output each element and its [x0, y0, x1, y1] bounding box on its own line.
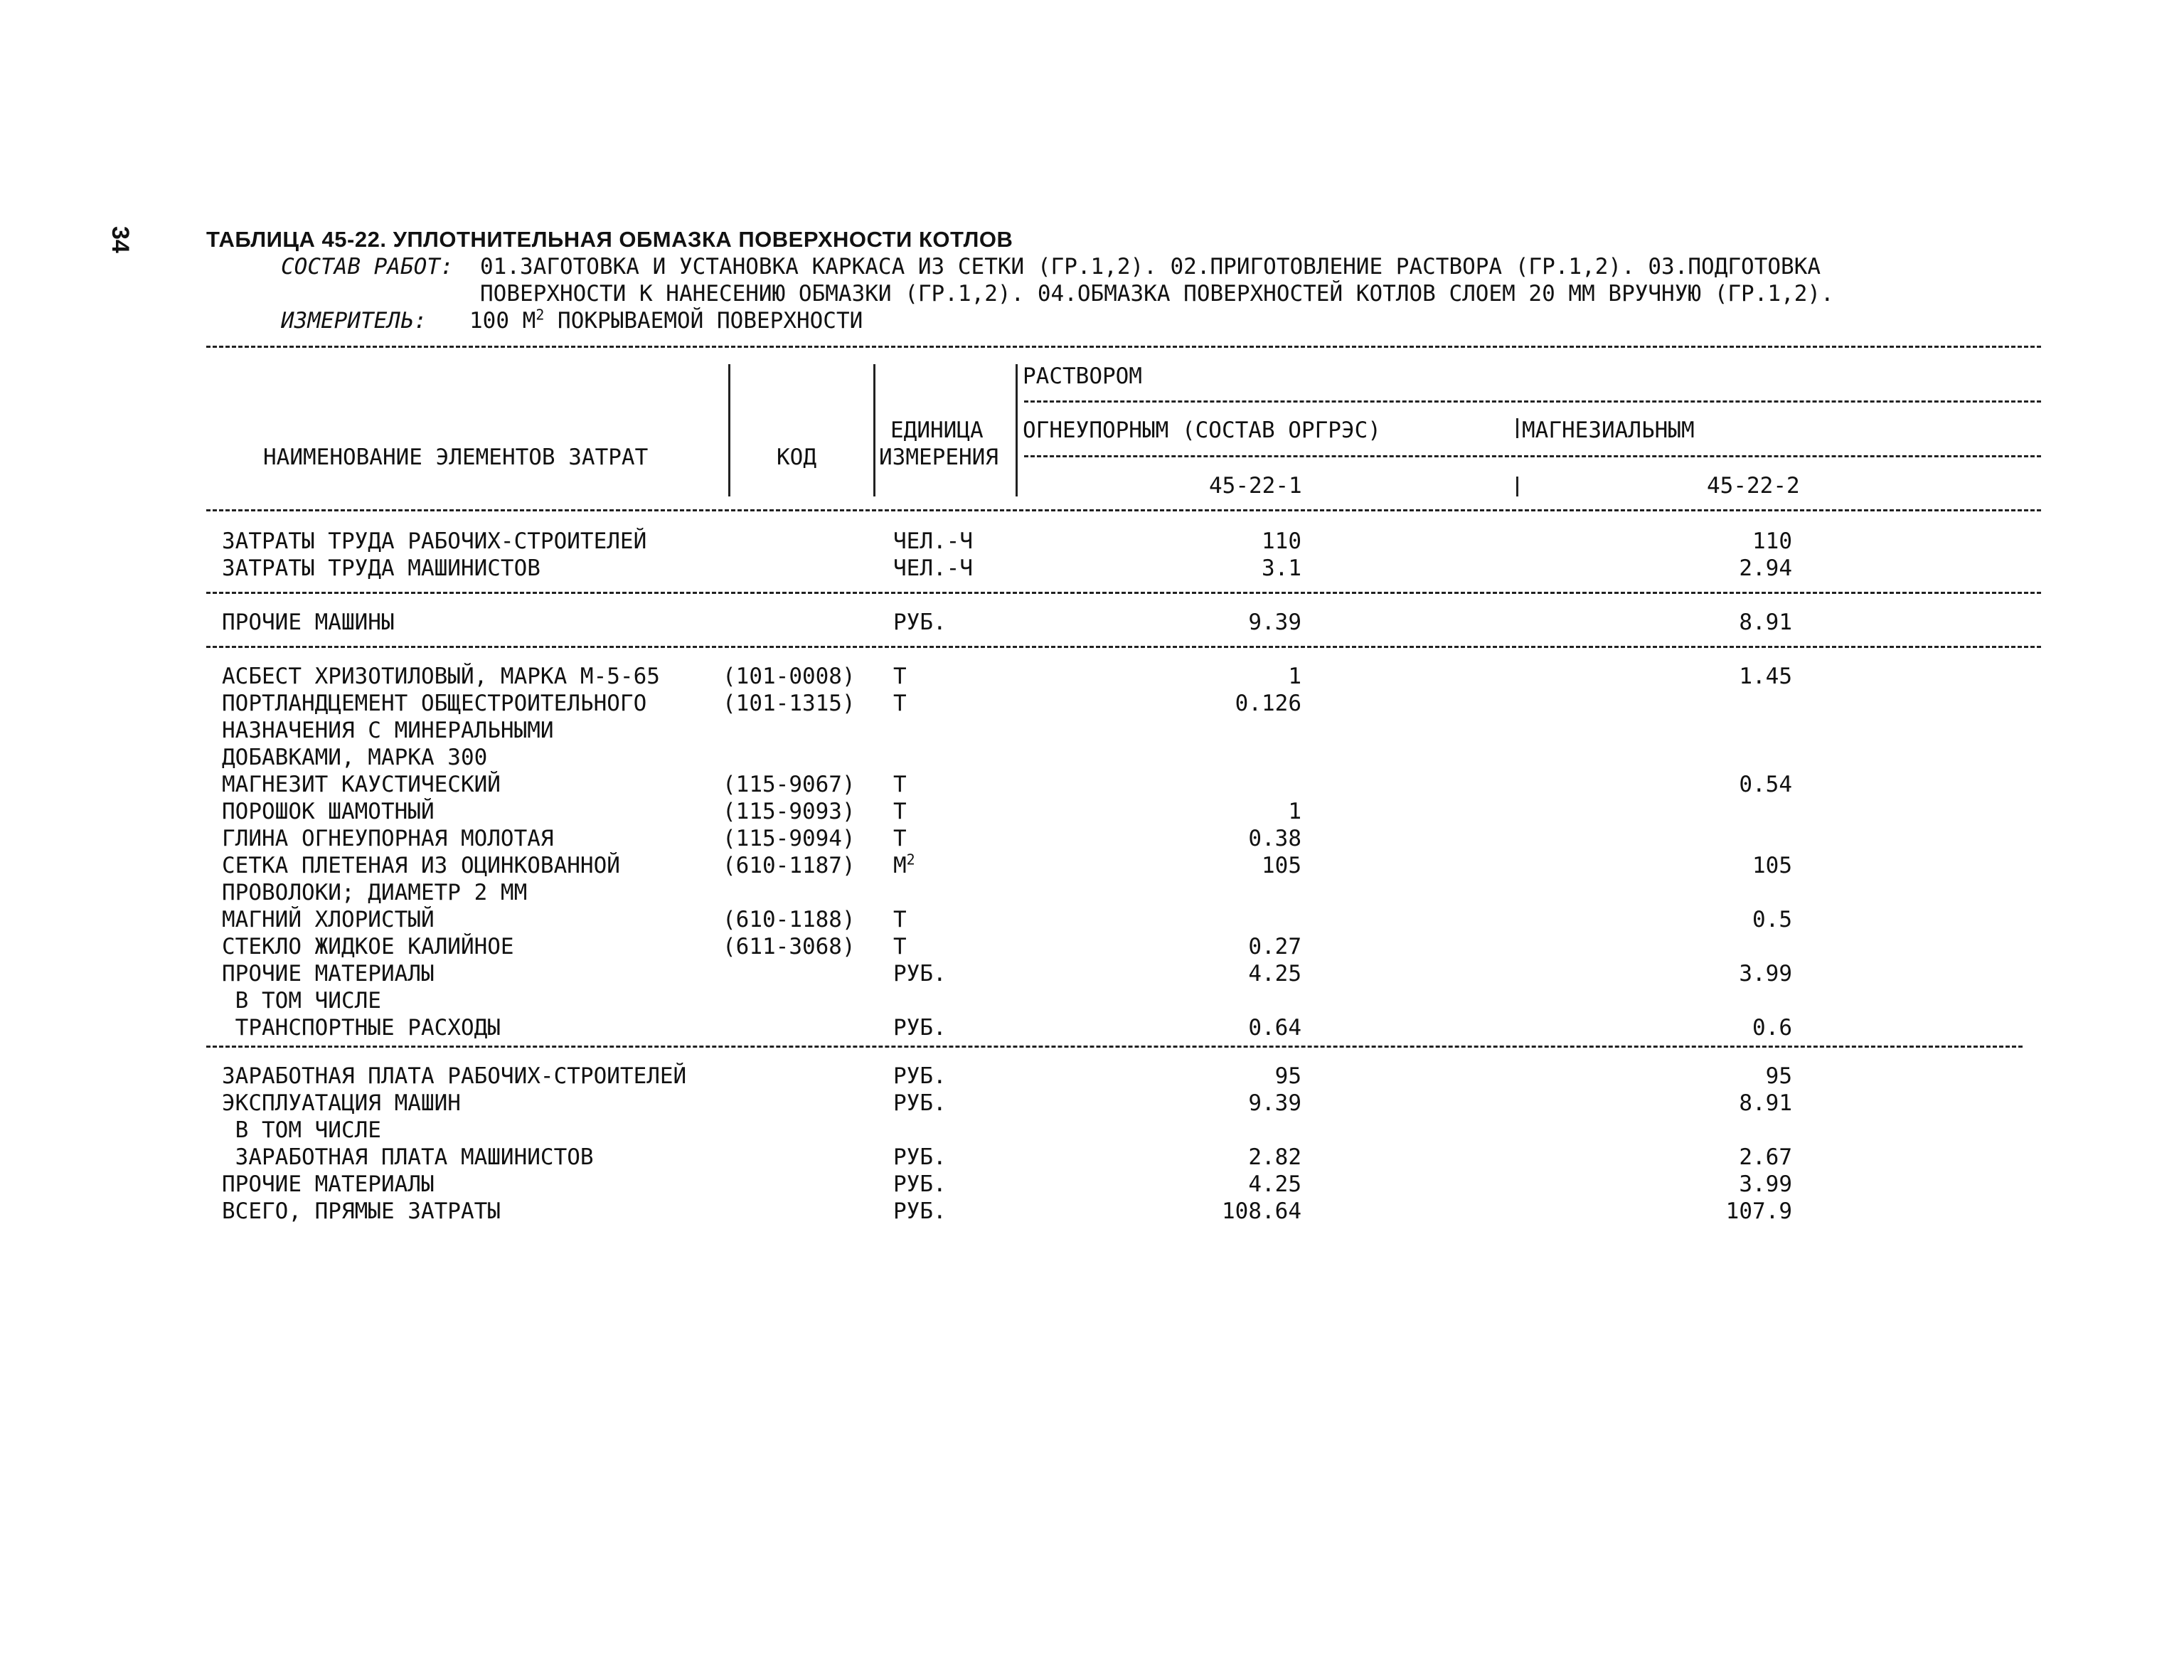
- row-name: АСБЕСТ ХРИЗОТИЛОВЫЙ, МАРКА М-5-65: [222, 664, 660, 689]
- row-unit: Т: [893, 934, 907, 959]
- row-name: ПРОЧИЕ МАТЕРИАЛЫ: [222, 1171, 435, 1197]
- row-value-col2: 2.94: [1739, 555, 1792, 581]
- row-value-col2: 1.45: [1739, 664, 1792, 689]
- row-value-col1: 0.64: [1248, 1015, 1301, 1041]
- row-value-col1: 0.27: [1248, 934, 1301, 959]
- header-col2-code: 45-22-2: [1707, 473, 1800, 499]
- rule-after-machines: [206, 646, 2041, 648]
- row-unit: РУБ.: [893, 1015, 947, 1041]
- row-name: МАГНИЙ ХЛОРИСТЫЙ: [222, 907, 435, 932]
- header-divider-code: [873, 364, 875, 496]
- row-value-col1: 0.126: [1235, 691, 1301, 716]
- page-number: 34: [107, 226, 134, 253]
- row-code: (101-0008): [723, 664, 856, 689]
- row-name: ЗАРАБОТНАЯ ПЛАТА МАШИНИСТОВ: [222, 1144, 594, 1170]
- row-value-col1: 9.39: [1248, 1090, 1301, 1116]
- row-value-col2: 0.6: [1752, 1015, 1792, 1041]
- row-name: СЕТКА ПЛЕТЕНАЯ ИЗ ОЦИНКОВАННОЙ: [222, 853, 620, 878]
- row-name: МАГНЕЗИТ КАУСТИЧЕСКИЙ: [222, 772, 501, 797]
- header-code: КОД: [777, 445, 816, 470]
- row-name: ЗАРАБОТНАЯ ПЛАТА РАБОЧИХ-СТРОИТЕЛЕЙ: [222, 1063, 687, 1089]
- row-value-col2: 3.99: [1739, 1171, 1792, 1197]
- header-divider-unit: [1016, 364, 1018, 496]
- meter-label: ИЗМЕРИТЕЛЬ:: [281, 308, 427, 334]
- row-value-col1: 108.64: [1222, 1198, 1301, 1224]
- row-name: ВСЕГО, ПРЯМЫЕ ЗАТРАТЫ: [222, 1198, 501, 1224]
- row-value-col1: 105: [1262, 853, 1301, 878]
- header-bottom-rule: [206, 509, 2041, 511]
- header-col1: ОГНЕУПОРНЫМ (СОСТАВ ОРГРЭС): [1023, 418, 1381, 443]
- row-unit: Т: [893, 799, 907, 824]
- row-value-col2: 0.5: [1752, 907, 1792, 932]
- header-col2: МАГНЕЗИАЛЬНЫМ: [1522, 418, 1695, 443]
- work-composition-line1: 01.ЗАГОТОВКА И УСТАНОВКА КАРКАСА ИЗ СЕТКИ (ГР.1,2). 02.ПРИГОТОВЛЕНИЕ РАСТВОРА (ГР.1,2). 03.ПОДГОТОВКА: [480, 254, 1821, 280]
- row-value-col2: 8.91: [1739, 1090, 1792, 1116]
- table-title: ТАБЛИЦА 45-22. УПЛОТНИТЕЛЬНАЯ ОБМАЗКА ПОВЕРХНОСТИ КОТЛОВ: [206, 227, 1013, 252]
- header-divider-name: [728, 364, 730, 496]
- row-name: ТРАНСПОРТНЫЕ РАСХОДЫ: [222, 1015, 501, 1041]
- row-unit: РУБ.: [893, 610, 947, 635]
- row-code: (115-9094): [723, 826, 856, 851]
- row-value-col1: 110: [1262, 528, 1301, 554]
- row-name: ПОРОШОК ШАМОТНЫЙ: [222, 799, 435, 824]
- row-value-col1: 4.25: [1248, 961, 1301, 987]
- header-divider-col2b: [1516, 477, 1518, 496]
- meter-value: 100 $М^2$ ПОКРЫВАЕМОЙ ПОВЕРХНОСТИ: [469, 306, 863, 334]
- row-name: В ТОМ ЧИСЛЕ: [222, 1117, 381, 1143]
- row-name: ПРОВОЛОКИ; ДИАМЕТР 2 ММ: [222, 880, 528, 905]
- row-name: ПОРТЛАНДЦЕМЕНТ ОБЩЕСТРОИТЕЛЬНОГО: [222, 691, 647, 716]
- row-unit: ЧЕЛ.-Ч: [893, 528, 973, 554]
- row-unit: РУБ.: [893, 1063, 947, 1089]
- row-value-col1: 1: [1288, 799, 1301, 824]
- row-code: (610-1187): [723, 853, 856, 878]
- row-unit: РУБ.: [893, 1171, 947, 1197]
- row-value-col1: 95: [1274, 1063, 1301, 1089]
- row-unit: Т: [893, 691, 907, 716]
- row-unit: Т: [893, 772, 907, 797]
- row-name: ЗАТРАТЫ ТРУДА МАШИНИСТОВ: [222, 555, 540, 581]
- header-unit-2: ИЗМЕРЕНИЯ: [879, 445, 998, 470]
- subgroup-rule: [1024, 455, 2041, 457]
- row-value-col2: 2.67: [1739, 1144, 1792, 1170]
- row-value-col2: 0.54: [1739, 772, 1792, 797]
- row-code: (610-1188): [723, 907, 856, 932]
- row-code: (101-1315): [723, 691, 856, 716]
- row-value-col2: 3.99: [1739, 961, 1792, 987]
- row-name: ЭКСПЛУАТАЦИЯ МАШИН: [222, 1090, 461, 1116]
- row-name: ПРОЧИЕ МАТЕРИАЛЫ: [222, 961, 435, 987]
- header-unit-1: ЕДИНИЦА: [890, 418, 984, 443]
- row-name: НАЗНАЧЕНИЯ С МИНЕРАЛЬНЫМИ: [222, 718, 554, 743]
- row-value-col1: 3.1: [1262, 555, 1301, 581]
- row-unit: $М^2$: [893, 851, 915, 878]
- row-value-col2: 105: [1752, 853, 1792, 878]
- rule-after-materials: [206, 1046, 2023, 1048]
- row-value-col2: 107.9: [1725, 1198, 1792, 1224]
- row-unit: РУБ.: [893, 1090, 947, 1116]
- row-value-col2: 8.91: [1739, 610, 1792, 635]
- row-value-col1: 4.25: [1248, 1171, 1301, 1197]
- row-name: ДОБАВКАМИ, МАРКА 300: [222, 745, 488, 770]
- row-name: ПРОЧИЕ МАШИНЫ: [222, 610, 395, 635]
- group-rule: [1024, 400, 2041, 403]
- row-name: ГЛИНА ОГНЕУПОРНАЯ МОЛОТАЯ: [222, 826, 554, 851]
- row-name: В ТОМ ЧИСЛЕ: [222, 988, 381, 1014]
- row-unit: РУБ.: [893, 1144, 947, 1170]
- row-unit: РУБ.: [893, 961, 947, 987]
- row-unit: РУБ.: [893, 1198, 947, 1224]
- row-value-col1: 0.38: [1248, 826, 1301, 851]
- row-value-col1: 1: [1288, 664, 1301, 689]
- row-code: (611-3068): [723, 934, 856, 959]
- row-value-col1: 9.39: [1248, 610, 1301, 635]
- header-name: НАИМЕНОВАНИЕ ЭЛЕМЕНТОВ ЗАТРАТ: [263, 445, 649, 470]
- row-value-col1: 2.82: [1248, 1144, 1301, 1170]
- header-group: РАСТВОРОМ: [1023, 363, 1142, 389]
- table-top-rule: [206, 346, 2041, 348]
- row-name: СТЕКЛО ЖИДКОЕ КАЛИЙНОЕ: [222, 934, 514, 959]
- rule-after-labor: [206, 592, 2041, 594]
- row-value-col2: 95: [1765, 1063, 1792, 1089]
- row-unit: Т: [893, 826, 907, 851]
- header-col1-code: 45-22-1: [1209, 473, 1302, 499]
- row-code: (115-9093): [723, 799, 856, 824]
- row-unit: Т: [893, 907, 907, 932]
- work-composition-line2: ПОВЕРХНОСТИ К НАНЕСЕНИЮ ОБМАЗКИ (ГР.1,2). 04.ОБМАЗКА ПОВЕРХНОСТЕЙ КОТЛОВ СЛОЕМ 20 ММ ВРУЧНУЮ (ГР.1,2).: [480, 281, 1834, 307]
- row-code: (115-9067): [723, 772, 856, 797]
- work-composition-label: СОСТАВ РАБОТ:: [281, 254, 454, 280]
- header-divider-col2a: [1516, 418, 1518, 438]
- row-name: ЗАТРАТЫ ТРУДА РАБОЧИХ-СТРОИТЕЛЕЙ: [222, 528, 647, 554]
- row-unit: ЧЕЛ.-Ч: [893, 555, 973, 581]
- row-unit: Т: [893, 664, 907, 689]
- row-value-col2: 110: [1752, 528, 1792, 554]
